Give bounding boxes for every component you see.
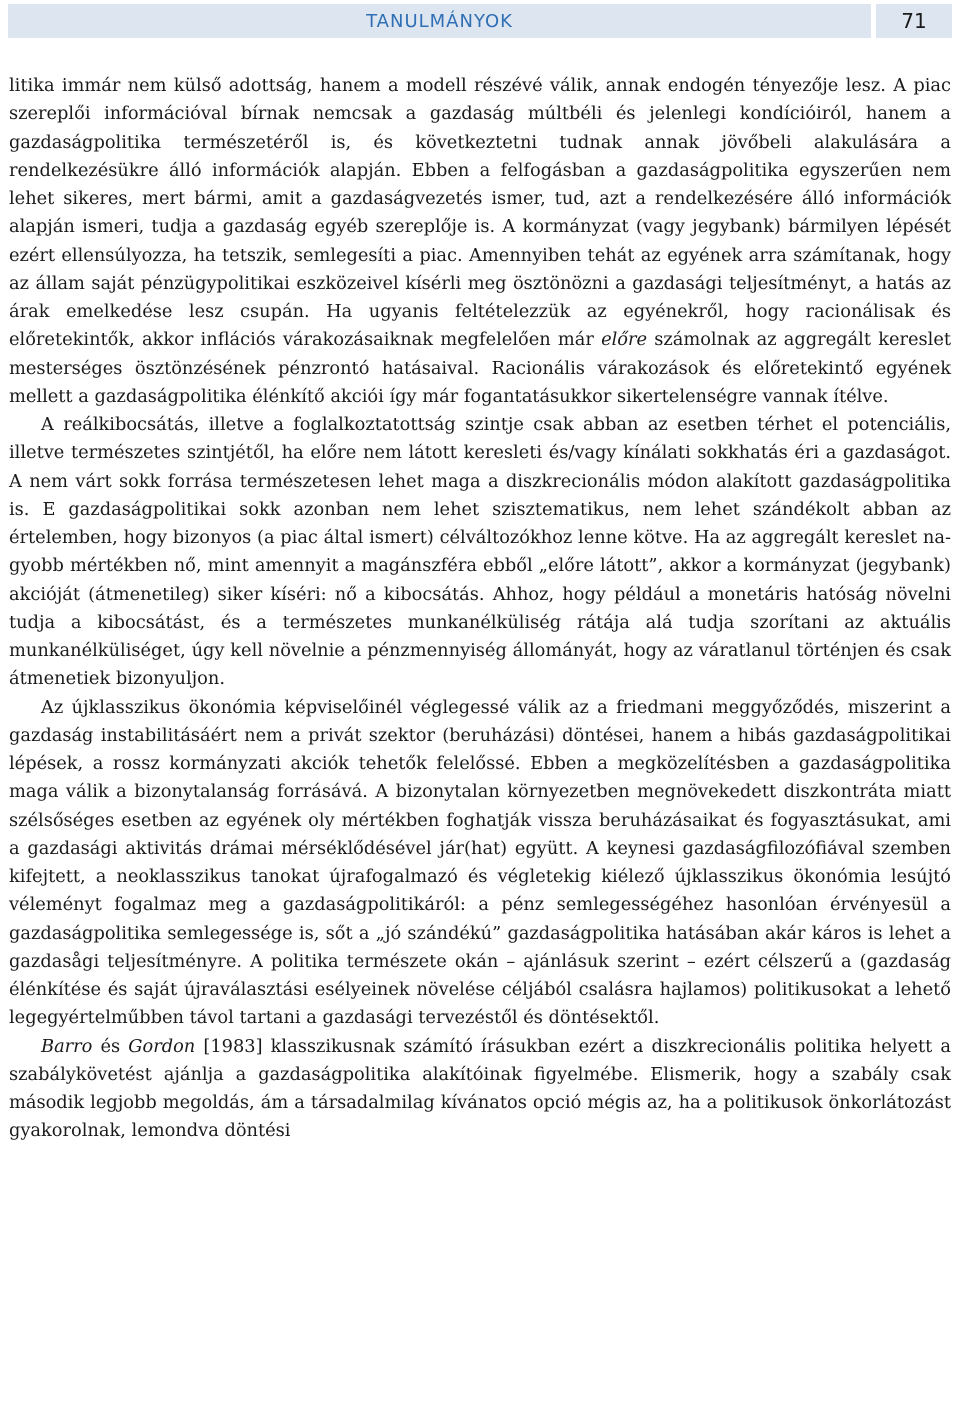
text-run: és [92, 1035, 129, 1057]
text-run: számolnak az aggregált kereslet mesterséges ösztönzésének pénzrontó hatásaival. Racionális várakozások és előretekintő egyének mellett a gazdaságpolitika élénkítő akciói így már fogantatásukkor sikertelenségre vannak ítélve. [9, 329, 951, 407]
page-number: 71 [876, 4, 952, 38]
paragraph [9, 1033, 951, 1146]
paragraph [9, 411, 951, 694]
text-run: Az újklasszikus ökonómia képviselőinél véglegessé válik az a friedmani meggyőződés, miszerint a gazdaság instabilitásáért nem a privát szektor (beruházási) döntései, hanem a hibás gazdaságpolitikai lépések, a rossz kormányzati akciók tehetők felelőssé. Ebben a megközelítésben a gazdaságpolitika maga válik a bizonytalanság forrásává. A bizonytalan környezetben megnövekedett diszkontráta miatt szélsőséges esetben az egyének oly mértékben foghatják vissza beruházásaikat és fogyasztásukat, ami a gazdasági aktivitás drámai mérséklődésével jár(hat) együtt. A keynesi gazdaságfilozófiával szemben kifejtett, a neoklasszikus tanokat újrafogalmazó és végletekig kiélező újklasszikus ökonómia lesújtó véleményt fogalmaz meg a gazdaságpolitikáról: a pénz semlegességéhez hasonlóan érvényesül a gazdaságpolitika semlegessége is, sőt a „jó szándékú” gazdaságpolitika hatásában akár káros is lehet a gazdasågi teljesítményre. A politika természete okán – ajánlásuk szerint – ezért célszerű a (gazdaság élénkítése és saját újraválasztási esélyeinek növelése céljából csalásra hajlamos) politikusokat a lehető legegyértelműbben távol tartani a gazdasági tervezéstől és döntésektől. [9, 696, 951, 1029]
text-run: litika immár nem külső adottság, hanem a modell részévé válik, annak endogén tényezője lesz. A piac szereplői információval bírnak nemcsak a gazdaság múltbéli és jelenlegi kondícióiról, hanem a gazdaságpolitika természetéről is, és következtetni tudnak annak jövőbeli alakulására a rendelkezésükre álló információk alapján. Ebben a felfogásban a gazdaságpolitika egyszerűen nem lehet sikeres, mert bármi, amit a gazdaságvezetés ismer, tud, azt a rendelkezésére álló információk alapján ismeri, tudja a gazdaság egyéb szereplője is. A kormányzat (vagy jegybank) bármilyen lépését ezért ellensúlyozza, ha tetszik, semlegesíti a piac. Amennyiben tehát az egyének arra számítanak, hogy az állam saját pénzügypolitikai eszközeivel kísérli meg ösztönözni a gazdasági teljesítményt, a hatás az árak emelkedése lesz csupán. Ha ugyanis feltételezzük az egyénekről, hogy racionálisak és előretekintők, akkor inflációs várakozásaiknak megfelelően már [9, 75, 951, 351]
page-header [8, 4, 952, 38]
italic-text: Barro [41, 1035, 93, 1057]
italic-text: előre [601, 329, 648, 351]
text-run: A reálkibocsátás, illetve a foglalkoztatottság szintje csak abban az esetben térhet el potenciális, illetve természetes szintjétől, ha előre nem látott keresleti és/vagy kínálati sokkhatás éri a gazdaságot. A nem várt sokk forrása természetesen lehet maga a diszkrecionális módon alakított gazdaságpolitika is. E gazdaságpolitikai sokk azonban nem lehet szisztematikus, nem lehet szándékolt abban az értelemben, hogy bizonyos (a piac által ismert) célváltozókhoz lenne kötve. Ha az aggregált kereslet nagyobb mértékben nő, mint amennyit a magánszféra ebből „előre látott”, akkor a kormányzat (jegybank) akcióját (átmenetileg) siker kíséri: nő a kibocsátás. Ahhoz, hogy például a monetáris hatóság növelni tudja a kibocsátást, és a természetes munkanélküliség rátája alá tudja szorítani az aktuális munkanélküliséget, úgy kell növelnie a pénzmennyiség állományát, hogy az váratlanul történjen és csak átmenetiek bizonyuljon. [9, 414, 951, 690]
article-body [9, 72, 951, 1146]
italic-text: Gordon [128, 1035, 196, 1057]
text-run: [1983] klasszikusnak számító írásukban ezért a diszkrecionális politika helyett a szabálykövetést ajánlja a gazdaságpolitika alakítóinak figyelmébe. Elismerik, hogy a szabály csak második legjobb megoldás, ám a társadalmilag kívánatos opció mégis az, ha a politikusok önkorlátozást gyakorolnak, lemondva döntési [9, 1035, 952, 1142]
paragraph [9, 72, 951, 411]
section-title: TANULMÁNYOK [8, 4, 871, 38]
paragraph [9, 694, 951, 1033]
